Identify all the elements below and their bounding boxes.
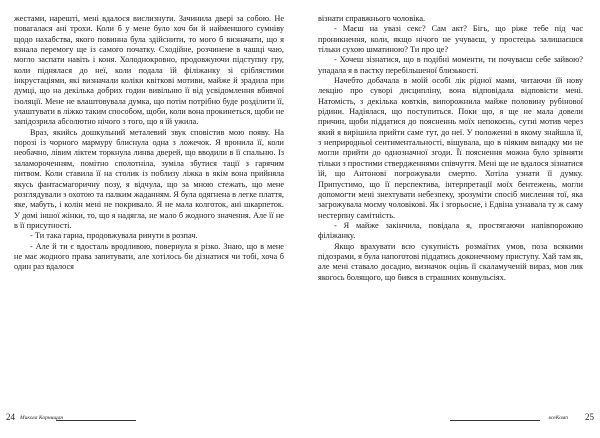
left-footer	[6, 411, 296, 423]
running-journal: всеКомп	[548, 415, 568, 421]
dialogue-line: - Я майже закінчила, повідала я, простягаючи напівпорожню філіжанку.	[318, 220, 583, 241]
dialogue-line: - Але й ти є вдосталь вродливою, повернула я різко. Знаю, що в мене не має жодного права запитувати, але хотілось би дізнатися чи тобі, хоча б один раз вдалося	[14, 241, 284, 272]
dialogue-line: - Хочеш зізнатися, що в подібні моменти, ти почуваєш себе зайвою? упадала я в пастку перебільшеної близькості.	[318, 55, 583, 75]
right-footer	[300, 411, 594, 423]
footer-rule	[450, 420, 540, 421]
page-number: 25	[585, 412, 594, 422]
paragraph: Начебто добачала в моїй особі лік рідної мами, читаючи їй нову лекцію про суворі дисципліну, вона відповідала відповісти мені. Натомість, з декілька ковтків, випорожнила майже половину рубінової рідини. Надіялася, що поступиться. Поки що, я ще не мала довели причин, щоби піддатися до поясненнь моїх непокоєнь, сутні мотив через який я вирішила прийти саме тут, до неї. У положенні в якому знайшла її, з неприродньої сентиментальності, віщувала, що в ніяким випадку ми не могли прийти до однозначної згоди. Її пояснення можна було зрівняти тільки з простими ствердженнями співчуття. Мені ще не вдалося зізнатися їй, що Антонові погрожували смертю. Хотіла узнати її думку. Припустимо, що її перспектива, інтерпретації моїх бентежень, могли допомогти мені знехтувати небезпеку, зрозуміти спосіб мислення тої, яка загрожувала моєму чоловікові. Як і згорьосне, і Едвіна узнавала ту ж саму нестерпну самітність.	[318, 76, 583, 220]
dialogue-line: - Маєш на увазі секс? Сам акт? Бігь, що ріже тебе під час проникнення, коли, якщо нічого не учуваєш, у простецьь залишаєшся тільки сухою шматиною? Ти про це?	[318, 24, 583, 55]
running-author: Микола Корнищан	[20, 415, 64, 421]
paragraph: візнати справжнього чоловіка.	[318, 14, 426, 23]
paragraph: Враз, якийсь дошкульний металевий звук сповістив мою появу. На порозі із чорного мармуру блиснула одна з ложечок. Я вронила її, коли необачно, лівим ліктем торкнула линва дверей, що вводили в її спальню. Із заламороченням, помітно сполотніла, зуміла збутися тації з гарячим питвом. Коли ставила її на столик із поблизу ліжка в якім вона прийняла якусь фантасмагоричну позу, я відчула, що за мною стежать, що мене розглядували з охотою та палким жаданням. Я була одягнена в легке плаття, яке, мабуть, і колін мені не покривало. Я не мала колготок, ані шкарпеток. У домі іншої жінки, то, що я надягла, не мало б жодного значення. Але її не в її присутності.	[14, 127, 284, 230]
page-number: 24	[6, 412, 15, 422]
paragraph: жестами, нарешті, мені вдалося вислизнути. Зачинила двері за собою. Не повагалася ані трохи. Коли б у мене було хоч би й найменшого сумніву щодо нахабства, якого повинна була здійснити, то мого б визначати, що я взнала перемогу ще із самого початку. Сходійне, розчинене в чашці чаю, могло заспати навіть і коня. Холоднокровно, продовжуючи підступну гру, коли піднялася до неї, коли подала їй філіжанку зі сріблястими інкрустаціями, які визначали коліки квіткові мотиви, майже й зрадила при думці, що на декілька добрих годин вивільню її від усвідомлення вбивчої ізоляції. Мене не влаштовувала думка, що потім потрібно буде розділити її, улаштувати в ліжко таким способом, щоби, коли вона прокинеться, щоби не запідозрила абсолютно нічого з того, що я їй ужила.	[14, 14, 284, 127]
dialogue-line: - Ти така гарна, продовжувала ринути в розпач.	[30, 231, 198, 241]
left-text-column	[14, 14, 284, 273]
footer-rule	[56, 420, 136, 421]
right-text-column	[318, 14, 583, 283]
right-page	[300, 0, 600, 438]
paragraph: Якщо врахувати всю сукупність розмаїтих умов, поза всякими підозрами, я була напоготові піддатись доконечному приступу. Хай там як, але мені ставало досадно, визначок оцінь її скаламученій вираз, мов лик якогось болящого, що бився в страшних конвульсіях.	[318, 241, 583, 282]
